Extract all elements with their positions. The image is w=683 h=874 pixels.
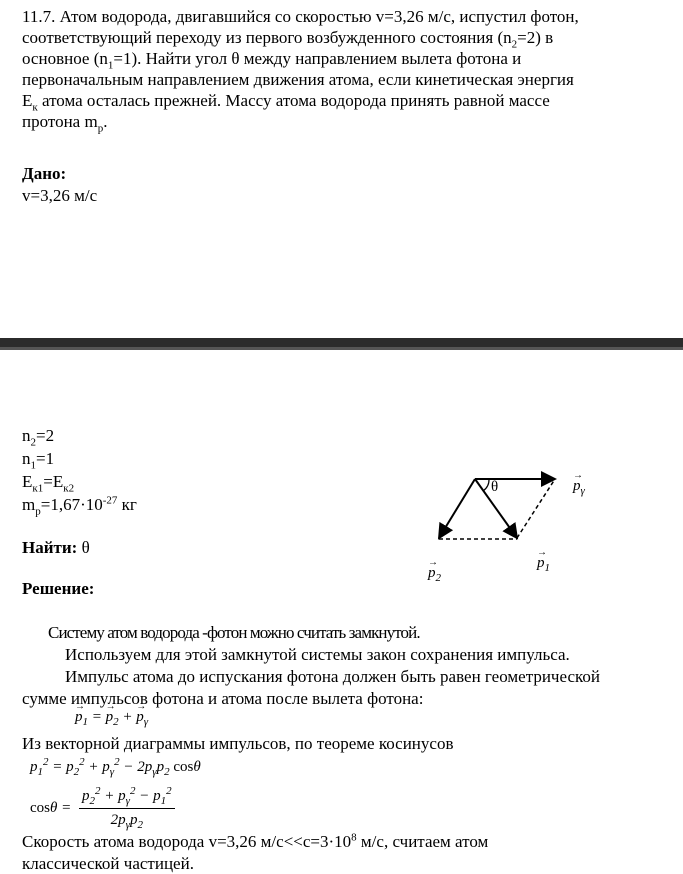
impulse-text-cont: сумме импульсов фотона и атома после вылета фотона:	[22, 689, 424, 708]
given-heading: Дано:	[22, 164, 67, 183]
cosine-theorem-equation: $p_1^2 = p_2^2 + p_\gamma^2 - 2p_\gamma p_2$ cosθ	[30, 756, 201, 778]
given-n1: $n_1=1$	[22, 449, 55, 472]
problem-line: $E_к$ атома осталась прежней. Массу атома водорода принять равной массе	[22, 91, 550, 114]
solution-heading: Решение:	[22, 579, 95, 598]
given-mass: $m_p=1,67\cdot 10^{-27}$ кг	[22, 494, 137, 518]
cos-theta-formula: cosθ = $\frac{p_2^2 + p_\gamma^2 - p_1^2}{2p_\gamma p_2}$	[30, 786, 175, 831]
given-n2: $n_2=2$	[22, 426, 55, 449]
conservation-text: Используем для этой замкнутой системы закон сохранения импульса.	[65, 645, 570, 664]
momentum-vector-diagram	[425, 462, 595, 542]
p1-label: → $p_1$	[537, 553, 550, 574]
given-speed: v=3,26 м/с	[22, 186, 98, 205]
speed-text: Скорость атома водорода v=3,26 $м/с<<c=3\cdot 10^8$ м/с, считаем атом	[22, 831, 489, 851]
given-energy: $E_{к1}=E_{к2}$	[22, 472, 75, 495]
p-gamma-label: → $p_\gamma$	[573, 476, 585, 497]
problem-line: соответствующий переходу из первого возбужденного состояния $(n_2=2)$ в	[22, 28, 554, 51]
impulse-text: Импульс атома до испускания фотона должен быть равен геометрической	[65, 667, 600, 686]
p2-label: → $p_2$	[428, 563, 441, 584]
momentum-equation: → $p_1$ = → $p_2$ + → $p_\gamma$	[75, 707, 148, 728]
closed-system-text: Систему атом водорода -фотон можно считать замкнутой.	[48, 623, 420, 642]
cosine-theorem-text: Из векторной диаграммы импульсов, по теореме косинусов	[22, 734, 454, 753]
theta-arc	[483, 479, 489, 491]
find-line: Найти: θ	[22, 538, 90, 557]
p2-vector	[439, 479, 475, 538]
page-divider-band	[0, 338, 683, 350]
problem-line: первоначальным направлением движения атома, если кинетическая энергия	[22, 70, 574, 89]
speed-text-cont: классической частицей.	[22, 854, 194, 873]
problem-statement	[22, 6, 662, 135]
problem-line: протона $m_p$.	[22, 112, 108, 135]
problem-line: 11.7. Атом водорода, двигавшийся со скоростью v=3,26 м/с, испустил фотон,	[22, 7, 579, 26]
theta-label: θ	[491, 479, 499, 495]
parallelogram-dashed-side	[517, 479, 555, 538]
problem-line: основное $(n_1=1)$. Найти угол θ между направлением вылета фотона и	[22, 49, 522, 72]
